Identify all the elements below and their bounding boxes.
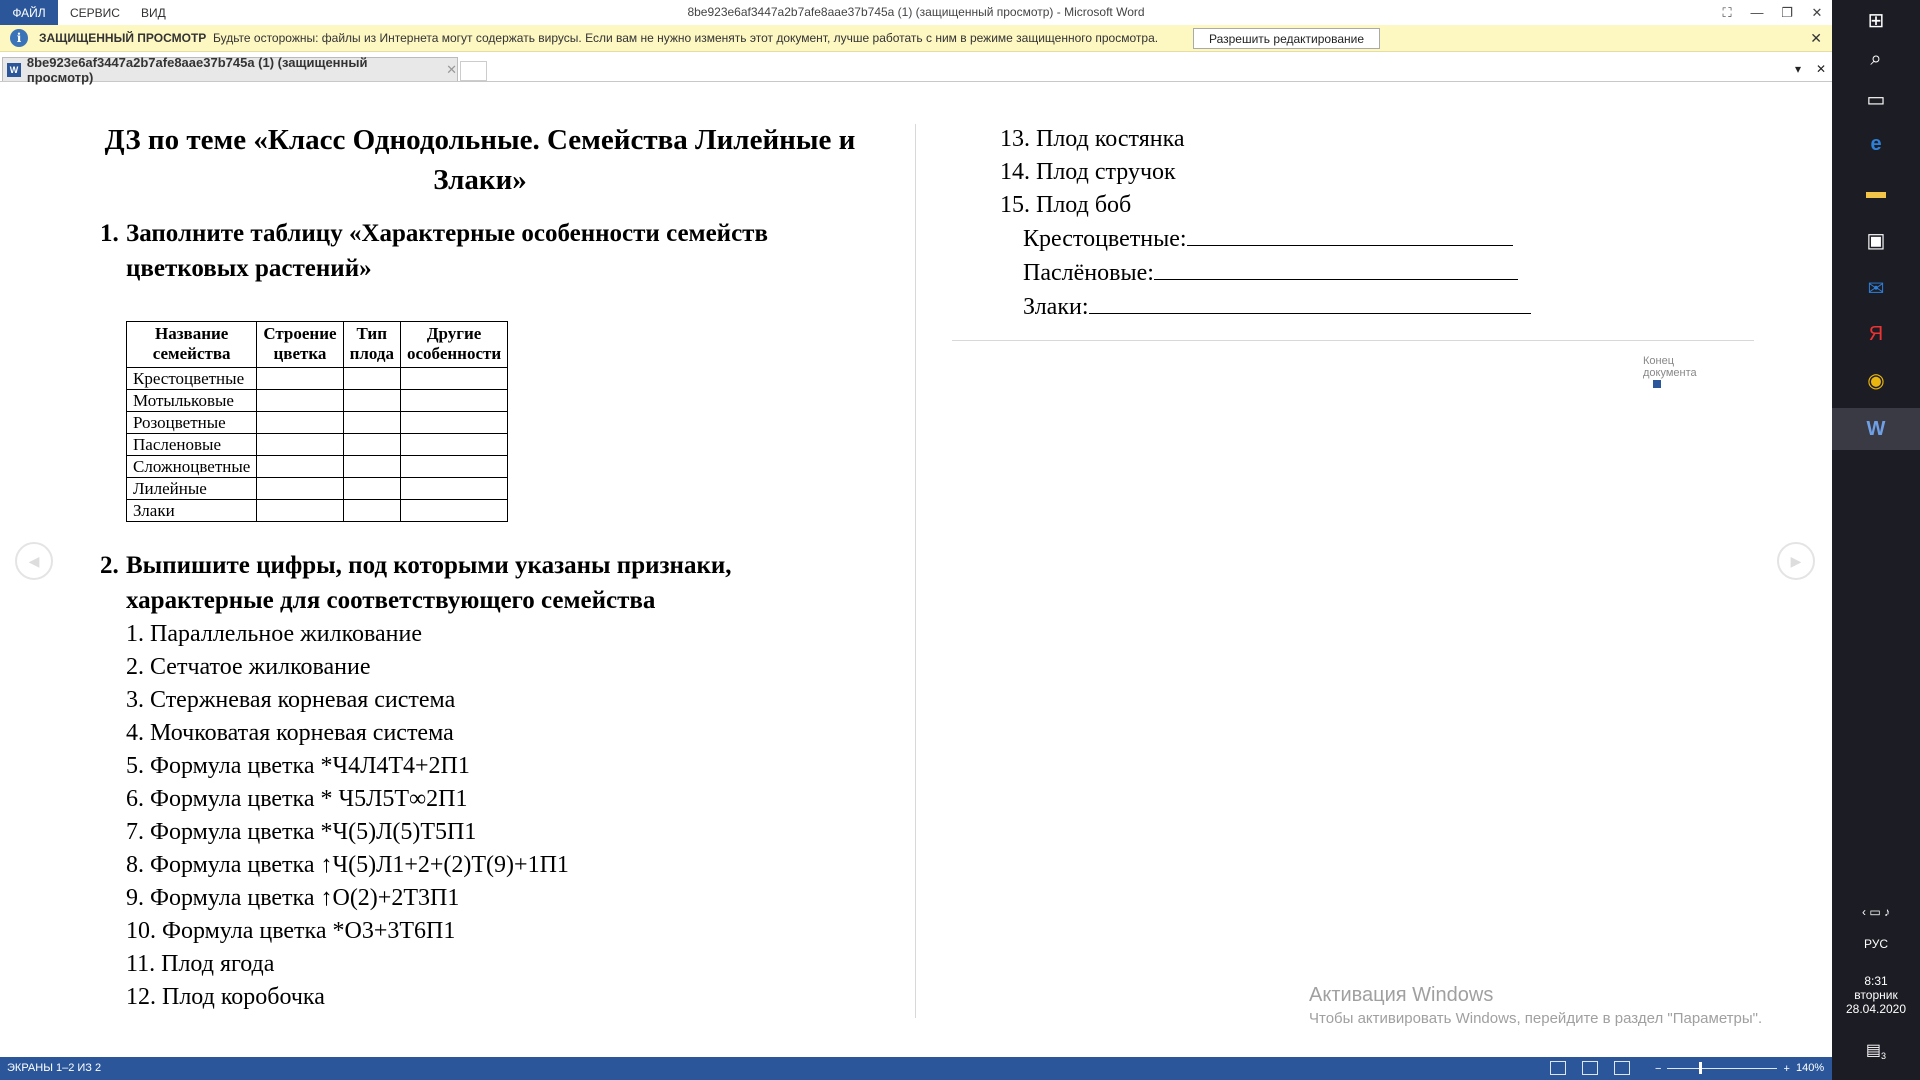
new-tab-button[interactable] [460, 61, 487, 81]
end-of-document: Конец документа [1643, 355, 1697, 391]
print-layout-icon[interactable] [1582, 1061, 1598, 1075]
protected-view-label: ЗАЩИЩЕННЫЙ ПРОСМОТР [39, 31, 207, 45]
search-icon[interactable]: ⌕ [1870, 47, 1882, 70]
tray-icons [1832, 905, 1920, 919]
close-document-icon[interactable]: ✕ [1815, 62, 1827, 76]
page-count: ЭКРАНЫ 1–2 ИЗ 2 [7, 1062, 102, 1074]
table-row: Злаки [127, 500, 508, 522]
list-item: 15. Плод боб [1000, 192, 1132, 218]
word-doc-icon: W [7, 63, 21, 77]
list-item: 5. Формула цветка *Ч4Л4Т4+2П1 [126, 753, 470, 779]
answer-line: Крестоцветные: [1023, 222, 1531, 256]
list-item: 13. Плод костянка [1000, 126, 1185, 152]
edge-icon[interactable]: e [1870, 132, 1882, 155]
close-tab-icon[interactable]: ✕ [446, 61, 457, 77]
end-separator [952, 340, 1754, 341]
chevron-left-icon[interactable]: ‹ [1861, 905, 1866, 919]
table-row: Сложноцветные [127, 456, 508, 478]
window-controls [1712, 0, 1832, 25]
table-header: Название семейства [127, 322, 257, 368]
zoom-out-icon[interactable]: − [1655, 1062, 1662, 1075]
features-list-continued [1000, 123, 1185, 222]
minimize-icon[interactable]: — [1750, 5, 1764, 20]
list-item: 9. Формула цветка ↑О(2)+2Т3П1 [126, 885, 460, 911]
chevron-down-icon[interactable]: ▾ [1794, 62, 1802, 76]
table-header: Строение цветка [257, 322, 343, 368]
list-item: 6. Формула цветка * Ч5Л5Т∞2П1 [126, 786, 468, 812]
menu-service[interactable]: СЕРВИС [70, 5, 120, 20]
windows-taskbar [1832, 0, 1920, 1080]
file-explorer-icon[interactable]: ▬ [1866, 180, 1886, 203]
list-item: 2. Сетчатое жилкование [126, 654, 371, 680]
table-header: Другие особенности [401, 322, 508, 368]
close-bar-icon[interactable]: ✕ [1810, 30, 1822, 46]
list-item: 4. Мочковатая корневая система [126, 720, 454, 746]
next-page-icon[interactable]: ▶ [1777, 542, 1815, 580]
question-1: 1. Заполните таблицу «Характерные особенности семейств цветковых растений» [100, 220, 768, 282]
language-indicator[interactable]: РУС [1863, 937, 1889, 951]
list-item: 3. Стержневая корневая система [126, 687, 456, 713]
features-list [126, 618, 569, 1014]
list-item: 11. Плод ягода [126, 951, 275, 977]
list-item: 7. Формула цветка *Ч(5)Л(5)Т5П1 [126, 819, 477, 845]
list-item: 12. Плод коробочка [126, 984, 325, 1010]
notification-icon[interactable]: $▤_3$ [1865, 1042, 1887, 1062]
view-modes [1550, 1061, 1630, 1075]
clock[interactable]: 8:31 вторник 28.04.2020 [1845, 974, 1907, 1016]
close-window-icon[interactable]: ✕ [1811, 4, 1823, 20]
fullscreen-icon[interactable]: ⛶ [1722, 4, 1732, 20]
protected-view-bar [0, 25, 1832, 52]
chrome-icon[interactable]: ◉ [1867, 369, 1885, 392]
prev-page-icon[interactable]: ◀ [15, 542, 53, 580]
volume-icon[interactable]: ♪ [1884, 905, 1891, 919]
protected-view-message: Будьте осторожны: файлы из Интернета могут содержать вирусы. Если вам не нужно изменять этот документ, лучше работать с ним в режиме защищенного просмотра. [213, 31, 1159, 45]
network-icon[interactable]: ▭ [1869, 905, 1881, 919]
table-row: Крестоцветные [127, 368, 508, 390]
document-tab-title: 8be923e6af3447a2b7afe8aae37b745a (1) (защищенный просмотр) [26, 54, 368, 85]
list-item: 14. Плод стручок [1000, 159, 1176, 185]
restore-icon[interactable]: ❐ [1781, 4, 1793, 20]
zoom-in-icon[interactable]: + [1783, 1062, 1790, 1075]
zoom-track[interactable] [1667, 1068, 1777, 1069]
document-tabs [0, 54, 1832, 85]
web-layout-icon[interactable] [1614, 1061, 1630, 1075]
info-icon: i [10, 29, 28, 47]
document-title: ДЗ по теме «Класс Однодольные. Семейства Лилейные и Злаки» [104, 124, 856, 196]
document-tab[interactable] [2, 54, 458, 85]
mail-icon[interactable]: ✉ [1867, 277, 1885, 300]
answer-lines [1023, 222, 1531, 324]
word-taskbar-icon[interactable]: W [1866, 417, 1886, 440]
answer-line: Злаки: [1023, 290, 1531, 324]
window-title: 8be923e6af3447a2b7afe8aae37b745a (1) (защищенный просмотр) - Microsoft Word [687, 5, 1145, 19]
menu-file[interactable]: ФАЙЛ [0, 0, 58, 25]
list-item: 10. Формула цветка *О3+3Т6П1 [126, 918, 456, 944]
list-item: 8. Формула цветка ↑Ч(5)Л1+2+(2)Т(9)+1П1 [126, 852, 569, 878]
list-item: 1. Параллельное жилкование [126, 621, 423, 647]
yandex-browser-icon[interactable]: Я [1868, 322, 1884, 345]
table-row: Пасленовые [127, 434, 508, 456]
task-view-icon[interactable]: ▭ [1866, 88, 1886, 111]
answer-line: Паслёновые: [1023, 256, 1531, 290]
windows-start-icon[interactable]: ⊞ [1867, 9, 1885, 32]
read-mode-icon[interactable] [1550, 1061, 1566, 1075]
windows-activation-watermark: Активация Windows Чтобы активировать Windows, перейдите в раздел "Параметры". [1309, 984, 1763, 1027]
zoom-thumb[interactable] [1699, 1062, 1702, 1074]
status-bar [0, 1057, 1832, 1080]
page-divider [915, 124, 916, 1018]
table-row: Мотыльковые [127, 390, 508, 412]
table-row: Розоцветные [127, 412, 508, 434]
question-2: 2. Выпишите цифры, под которыми указаны признаки, характерные для соответствующего семейства [100, 552, 732, 614]
menu-view[interactable]: ВИД [141, 5, 166, 20]
families-table [126, 321, 508, 522]
zoom-slider[interactable] [1655, 1057, 1790, 1080]
enable-editing-button[interactable]: Разрешить редактирование [1193, 28, 1380, 49]
store-icon[interactable]: ▣ [1866, 229, 1886, 252]
table-header: Тип плода [343, 322, 400, 368]
table-row: Лилейные [127, 478, 508, 500]
zoom-level[interactable]: 140% [1796, 1062, 1825, 1074]
title-bar [0, 0, 1832, 25]
